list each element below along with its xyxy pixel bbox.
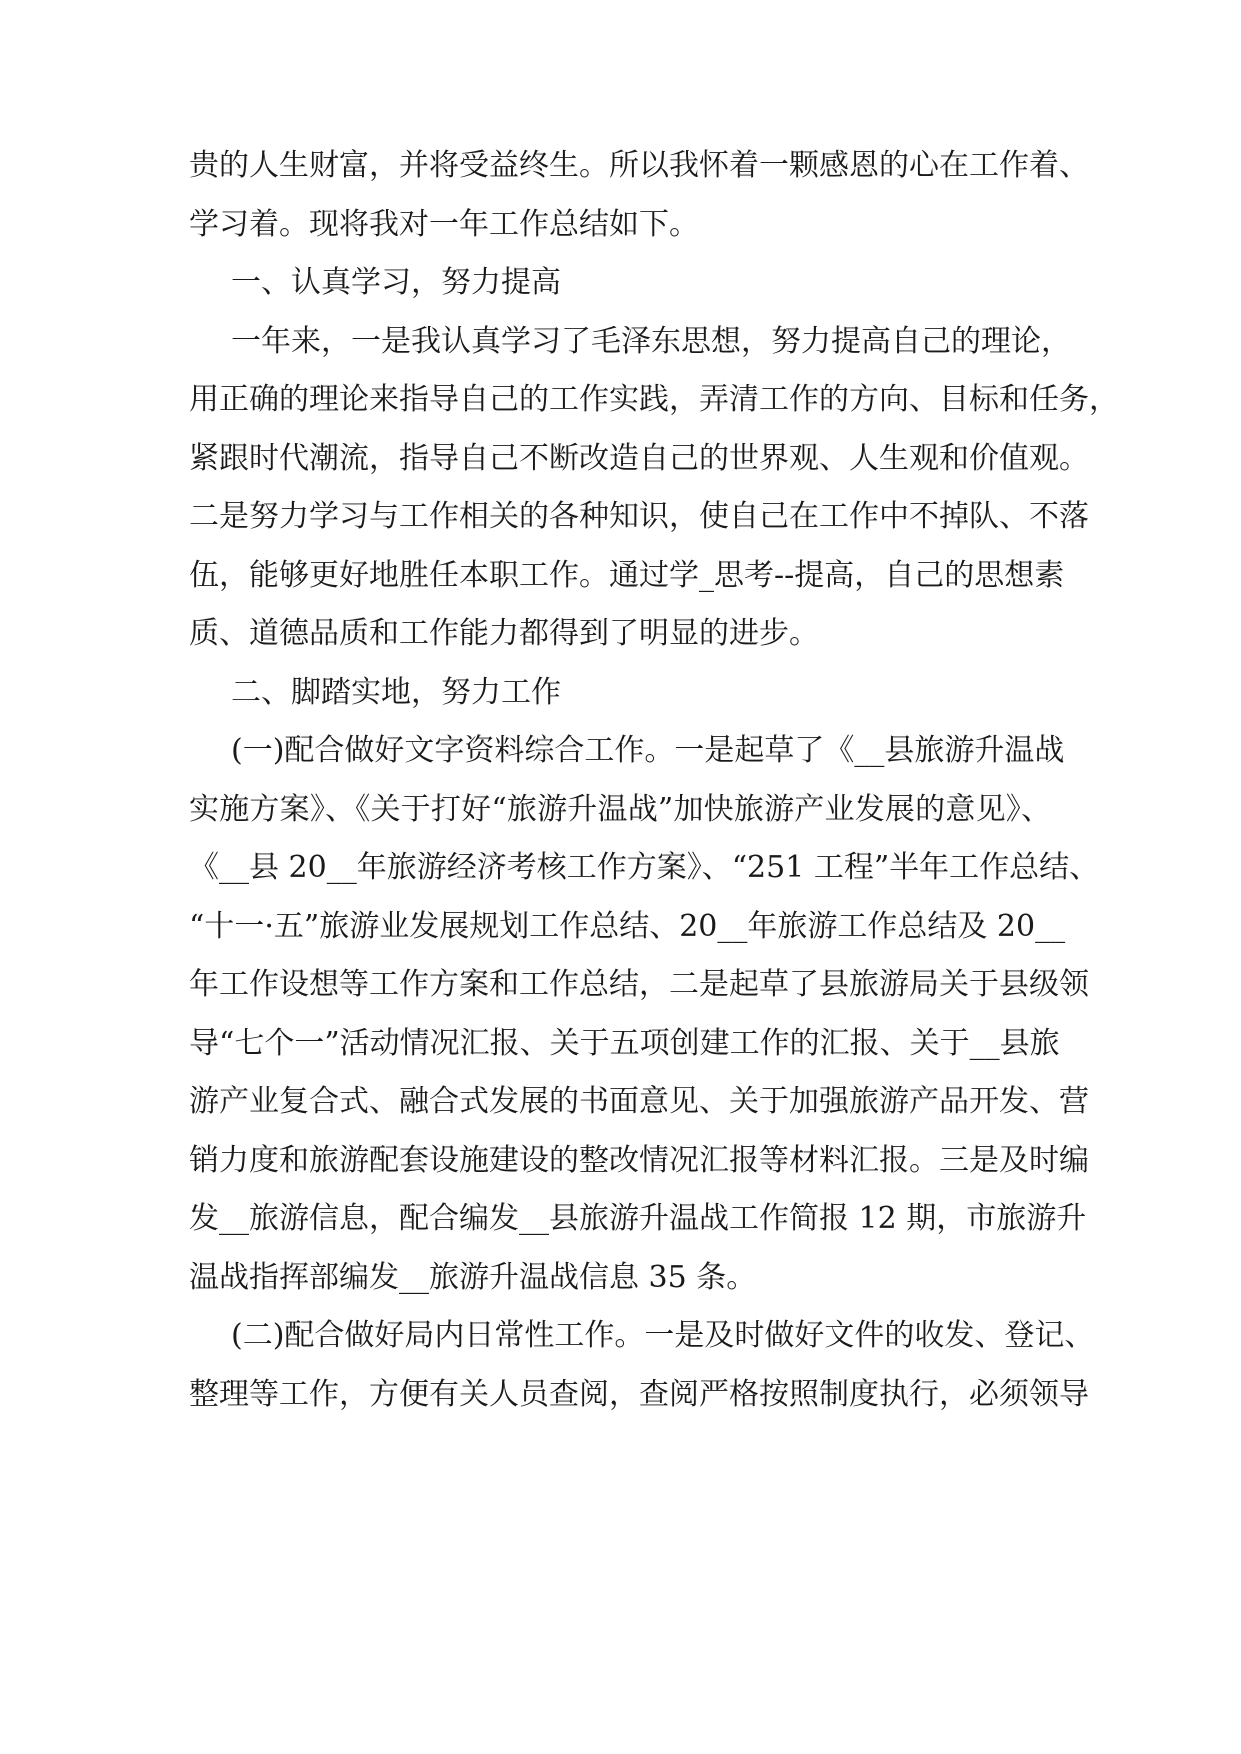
body-text-line: 贵的人生财富，并将受益终生。所以我怀着一颗感恩的心在工作着、 xyxy=(189,148,1089,183)
body-text-line: 整理等工作，方便有关人员查阅，查阅严格按照制度执行，必须领导 xyxy=(189,1377,1089,1412)
body-text-line: 用正确的理论来指导自己的工作实践，弄清工作的方向、目标和任务， xyxy=(189,382,1119,417)
body-text-line: 销力度和旅游配套设施建设的整改情况汇报等材料汇报。三是及时编 xyxy=(189,1143,1089,1178)
body-text-line: 紧跟时代潮流，指导自己不断改造自己的世界观、人生观和价值观。 xyxy=(189,441,1089,476)
body-text-line: (二)配合做好局内日常性工作。一是及时做好文件的收发、登记、 xyxy=(231,1318,1095,1353)
body-text-line: 温战指挥部编发__旅游升温战信息 35 条。 xyxy=(189,1260,757,1295)
body-text-line: 《__县 20__年旅游经济考核工作方案》、“251 工程”半年工作总结、 xyxy=(189,850,1100,885)
body-text-line: 年工作设想等工作方案和工作总结，二是起草了县旅游局关于县级领 xyxy=(189,967,1089,1002)
body-text-line: (一)配合做好文字资料综合工作。一是起草了《__县旅游升温战 xyxy=(231,733,1065,768)
section-heading: 二、脚踏实地，努力工作 xyxy=(231,675,561,710)
body-text-line: 导“七个一”活动情况汇报、关于五项创建工作的汇报、关于__县旅 xyxy=(189,1026,1060,1061)
body-text-line: 实施方案》、《关于打好“旅游升温战”加快旅游产业发展的意见》、 xyxy=(189,792,1051,827)
body-text-line: 发__旅游信息，配合编发__县旅游升温战工作简报 12 期，市旅游升 xyxy=(189,1201,1087,1236)
body-text-line: 二是努力学习与工作相关的各种知识，使自己在工作中不掉队、不落 xyxy=(189,499,1089,534)
body-text-line: 一年来，一是我认真学习了毛泽东思想，努力提高自己的理论， xyxy=(231,324,1071,359)
body-text-line: 质、道德品质和工作能力都得到了明显的进步。 xyxy=(189,616,819,651)
section-heading: 一、认真学习，努力提高 xyxy=(231,265,561,300)
body-text-line: 伍，能够更好地胜任本职工作。通过学_思考--提高，自己的思想素 xyxy=(189,558,1065,593)
body-text-line: 学习着。现将我对一年工作总结如下。 xyxy=(189,207,699,242)
body-text-line: 游产业复合式、融合式发展的书面意见、关于加强旅游产品开发、营 xyxy=(189,1084,1089,1119)
body-text-line: “十一·五”旅游业发展规划工作总结、20__年旅游工作总结及 20__ xyxy=(189,909,1066,944)
